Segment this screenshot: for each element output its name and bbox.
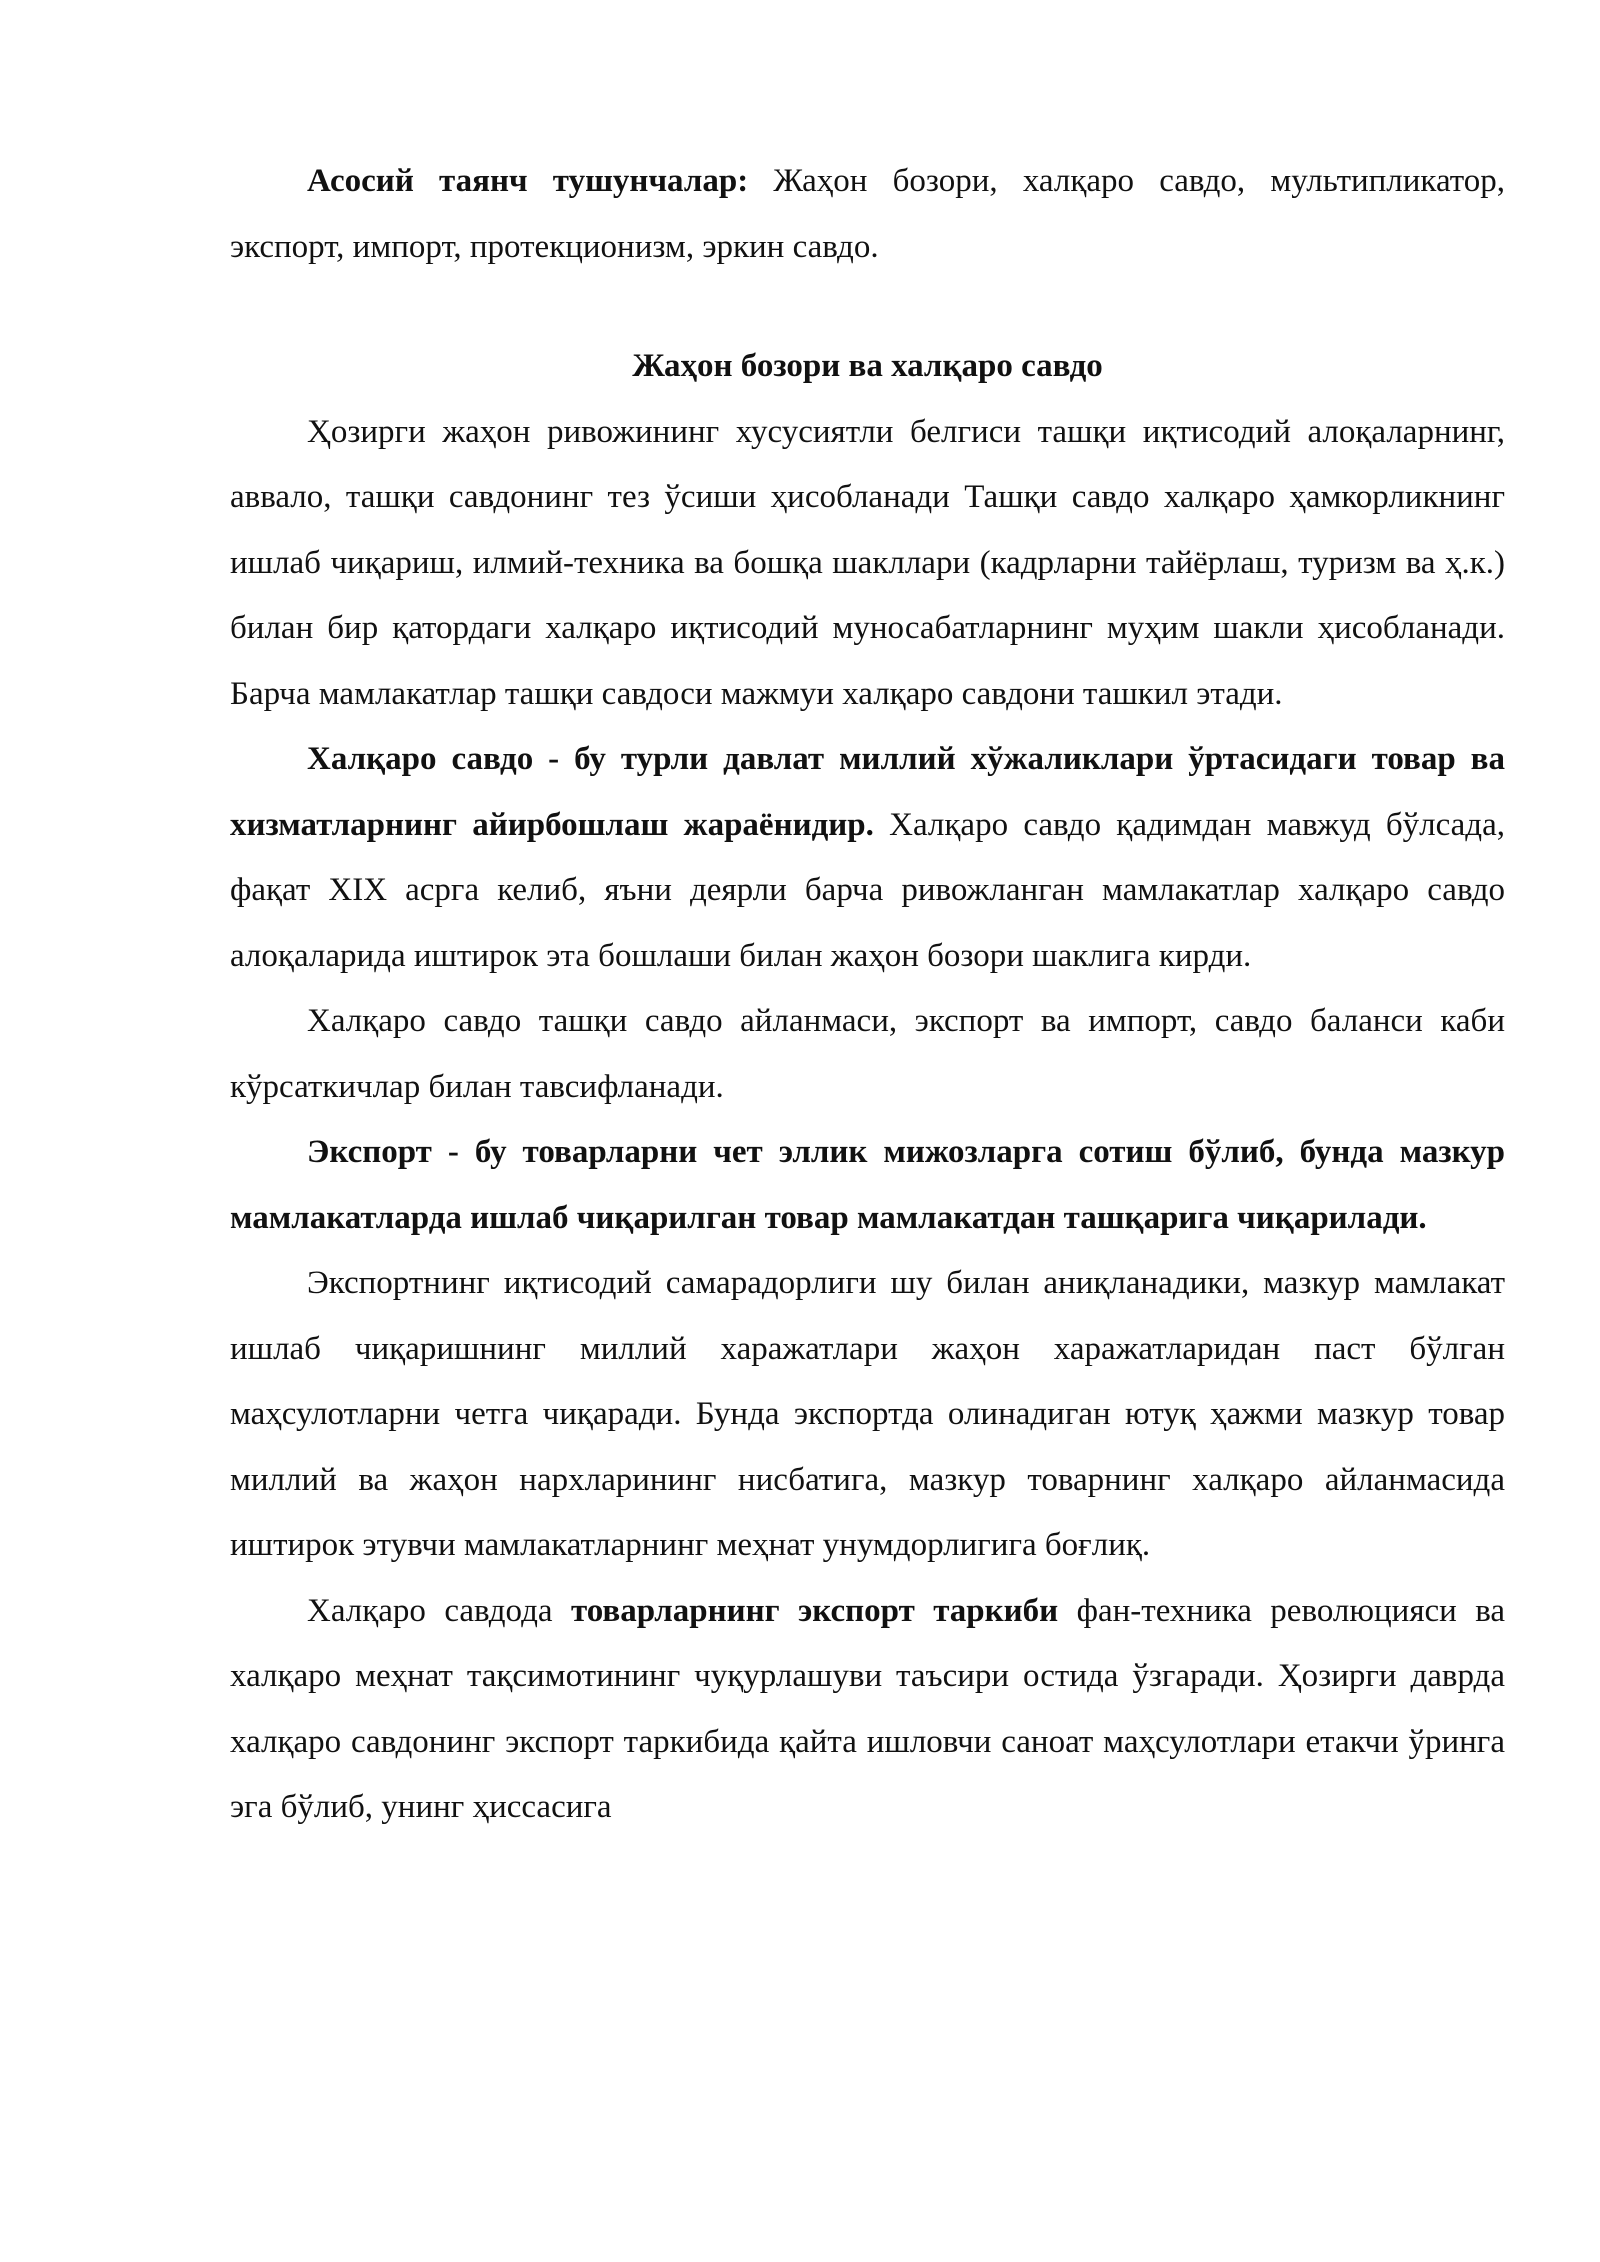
key-concepts-paragraph: [230, 149, 1505, 280]
paragraph-export-structure: [230, 1579, 1505, 1841]
paragraph-export-definition: [230, 1120, 1505, 1251]
export-structure-term: товарларнинг экспорт таркиби: [570, 1592, 1059, 1629]
paragraph-trade-indicators: Халқаро савдо ташқи савдо айланмаси, экспорт ва импорт, савдо баланси каби кўрсаткичлар билан тавсифланади.: [230, 1003, 1505, 1105]
paragraph-world-trade-growth: Ҳозирги жаҳон ривожининг хусусиятли белгиси ташқи иқтисодий алоқаларнинг, аввало, ташқи савдонинг тез ўсиши ҳисобланади Ташқи савдо халқаро ҳамкорликнинг ишлаб чиқариш, илмий-техника ва бошқа шакллари (кадрларни тайёрлаш, туризм ва ҳ.к.) билан бир қатордаги халқаро иқтисодий муносабатларнинг муҳим шакли ҳисобланади. Барча мамлакатлар ташқи савдоси мажмуи халқаро савдони ташкил этади.: [230, 413, 1505, 712]
key-concepts-text: Жаҳон бозори, халқаро савдо, мультипликатор, экспорт, импорт, протекционизм, эркин савдо.: [230, 163, 1505, 265]
key-concepts-label: Асосий таянч тушунчалар:: [307, 163, 749, 199]
international-trade-definition: Халқаро савдо - бу турли давлат миллий хўжаликлари ўртасидаги товар ва хизматларнинг айирбошлаш жараёнидир.: [230, 741, 1505, 843]
international-trade-history: Халқаро савдо қадимдан мавжуд бўлсада, фақат XIX асрга келиб, яъни деярли барча ривожланган мамлакатлар халқаро савдо алоқаларида иштирок эта бошлаши билан жаҳон бозори шаклига кирди.: [230, 806, 1505, 974]
export-definition: Экспорт - бу товарларни чет эллик мижозларга сотиш бўлиб, бунда мазкур мамлакатларда ишлаб чиқарилган товар мамлакатдан ташқарига чиқарилади.: [230, 1134, 1505, 1236]
paragraph-export-efficiency: Экспортнинг иқтисодий самарадорлиги шу билан аниқланадики, мазкур мамлакат ишлаб чиқаришнинг миллий харажатлари жаҳон харажатларидан паст бўлган маҳсулотларни четга чиқаради. Бунда экспортда олинадиган ютуқ ҳажми мазкур товар миллий ва жаҳон нархларининг нисбатига, мазкур товарнинг халқаро айланмасида иштирок этувчи мамлакатларнинг меҳнат унумдорлигига боғлиқ.: [230, 1265, 1505, 1563]
export-structure-text: фан-техника революцияси ва халқаро меҳнат тақсимотининг чуқурлашуви таъсири остида ўзгаради. Ҳозирги даврда халқаро савдонинг экспорт таркибида қайта ишловчи саноат маҳсулотлари етакчи ўринга эга бўлиб, унинг ҳиссасига: [230, 1592, 1505, 1825]
export-structure-intro: Халқаро савдода: [307, 1592, 571, 1629]
section-title: Жаҳон бозори ва халқаро савдо: [632, 348, 1103, 384]
paragraph-international-trade-definition: [230, 727, 1505, 989]
